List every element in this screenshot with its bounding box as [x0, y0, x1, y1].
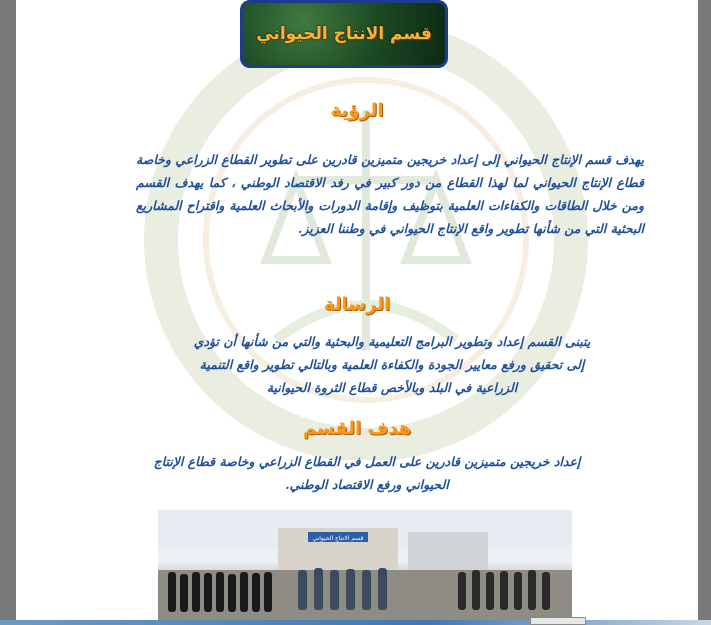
document-page — [16, 0, 698, 622]
mission-text: يتبنى القسم إعداد وتطوير البرامج التعليمية والبحثية والتي من شأنها أن تؤدي إلى تحقيق ورفع معايير الجودة والكفاءة العلمية وبالتالي تطوير واقع التنمية الزراعية في البلد وبالأخص قطاع الثروة الحيوانية — [193, 334, 591, 395]
vision-heading: الرؤية — [330, 100, 384, 121]
department-group-photo — [158, 510, 572, 622]
taskbar-strip — [0, 620, 711, 625]
section-title-banner — [240, 0, 448, 68]
horizontal-scrollbar-thumb[interactable] — [530, 617, 586, 625]
goal-text: إعداد خريجين متميزين قادرين على العمل في القطاع الزراعي وخاصة قطاع الإنتاج الحيواني ورفع الاقتصاد الوطني. — [153, 454, 581, 492]
building-sign: قسم الانتاج الحيواني — [312, 535, 364, 542]
section-title: قسم الانتاج الحيواني — [256, 24, 432, 44]
vision-text: يهدف قسم الإنتاج الحيواني إلى إعداد خريجين متميزين قادرين على تطوير القطاع الزراعي وخاصة قطاع الإنتاج الحيواني لما لهذا القطاع من دور كبير في رفد الاقتصاد الوطني ، كما يهدف القسم ومن خلال الطاقات والكفاءات العلمية بتوظيف وإقامة الدورات والأبحاث العلمية واقتراح المشاريع البحثية التي من شأنها تطوير واقع الإنتاج الحيواني في وطننا العزيز. — [136, 152, 644, 236]
mission-heading: الرسالة — [323, 294, 391, 315]
group-photo-illustration — [158, 510, 572, 622]
goal-heading: هدف القسم — [302, 418, 412, 439]
